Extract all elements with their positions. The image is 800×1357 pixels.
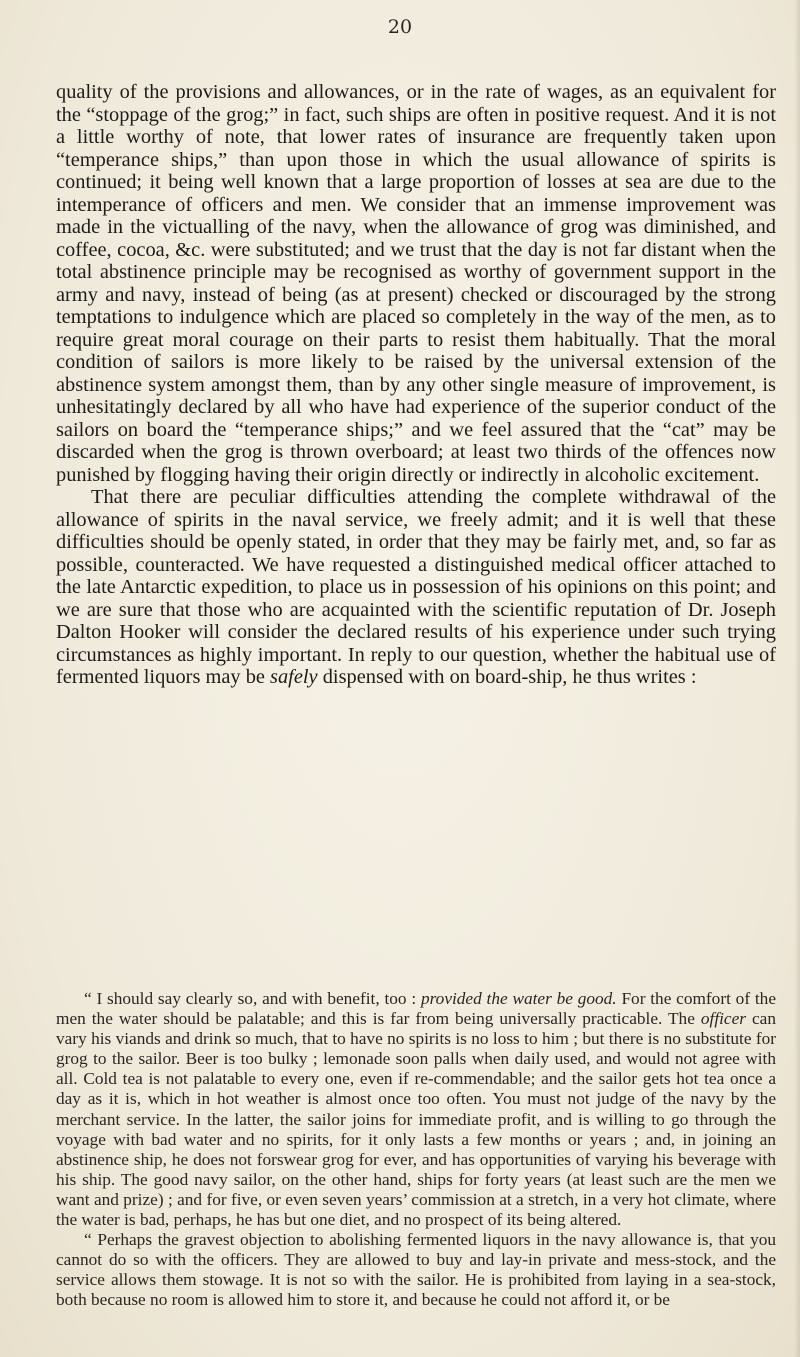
page-number: 20 [387, 16, 413, 38]
quote-paragraph: “ Perhaps the gravest objection to abolishing fermented liquors in the navy allowance is, that you cannot do so with the officers. They are allowed to buy and lay-in private and mess-stock, and the service allows them stowage. It is not so with the sailor. He is prohibited from laying in a sea-stock, both because no room is allowed him to store it, and because he could not afford it, or be [56, 1230, 776, 1310]
paragraph [56, 486, 776, 689]
emphasis-text: safely [270, 666, 318, 688]
quote-text: “ I should say clearly so, and with benefit, too : [84, 989, 421, 1008]
emphasis-text: officer [700, 1009, 746, 1029]
quote-text: For the comfort of the men the water should be palatable; and this is far from being universally practicable. The [56, 989, 776, 1029]
paragraph-text: That there are peculiar difficulties attending the complete withdrawal of the allowance of spirits in the naval service, we freely admit; and it is well that these difficulties should be openly stated, in order that they may be fairly met, and, so far as possible, counteracted. We have requested a distinguished medical officer attached to the late Antarctic expedition, to place us in possession of his opinions on this point; and we are sure that those who are acquainted with the scientific reputation of Dr. Joseph Dalton Hooker will consider the declared results of his experience under such trying circumstances as highly important. In reply to our question, whether the habitual use of fermented liquors may be [56, 486, 776, 688]
quoted-letter [56, 989, 776, 1311]
paragraph: quality of the provisions and allowances, or in the rate of wages, as an equivalent for the “stoppage of the grog;” in fact, such ships are often in positive request. And it is not a little worthy of note, that lower rates of insurance are frequently taken upon “temperance ships,” than upon those in which the usual allowance of spirits is continued; it being well known that a large proportion of losses at sea are due to the intemperance of officers and men. We consider that an immense improvement was made in the victualling of the navy, when the allowance of grog was diminished, and coffee, cocoa, &c. were substituted; and we trust that the day is not far distant when the total abstinence principle may be recognised as worthy of government support in the army and navy, instead of being (as at present) checked or discouraged by the strong temptations to indulgence which are placed so completely in the way of the men, as to require great moral courage on their parts to resist them habitually. That the moral condition of sailors is more likely to be raised by the universal extension of the abstinence system amongst them, than by any other single measure of improvement, is unhesitatingly declared by all who have had experience of the superior conduct of the sailors on board the “temperance ships;” and we feel assured that the “cat” may be discarded when the grog is thrown overboard; at least two thirds of the offences now punished by flogging having their origin directly or indirectly in alcoholic excitement. [56, 81, 776, 486]
quote-paragraph [56, 989, 776, 1230]
quote-text: can vary his viands and drink so much, that to have no spirits is no loss to him ; but there is no substitute for grog to the sailor. Beer is too bulky ; lemonade soon palls when daily used, and would not agree with all. Cold tea is not palatable to every one, even if re-commendable; and the sailor gets hot tea once a day as it is, which in hot weather is almost once too often. You must not judge of the navy by the merchant service. In the latter, the sailor joins for immediate profit, and is willing to go through the voyage with bad water and no spirits, for it only lasts a few months or years ; and, in joining an abstinence ship, he does not forswear grog for ever, and has opportunities of varying his beverage with his ship. The good navy sailor, on the other hand, ships for forty years (at least such are the men we want and prize) ; and for five, or even seven years’ commission at a stretch, in a very hot climate, where the water is bad, perhaps, he has but one diet, and no prospect of its being altered. [56, 1009, 776, 1230]
page-edge-shadow [794, 0, 800, 1357]
paragraph-text: dispensed with on board-ship, he thus writes : [317, 666, 697, 688]
main-text [56, 81, 776, 689]
emphasis-text: provided the water be good. [420, 989, 617, 1008]
